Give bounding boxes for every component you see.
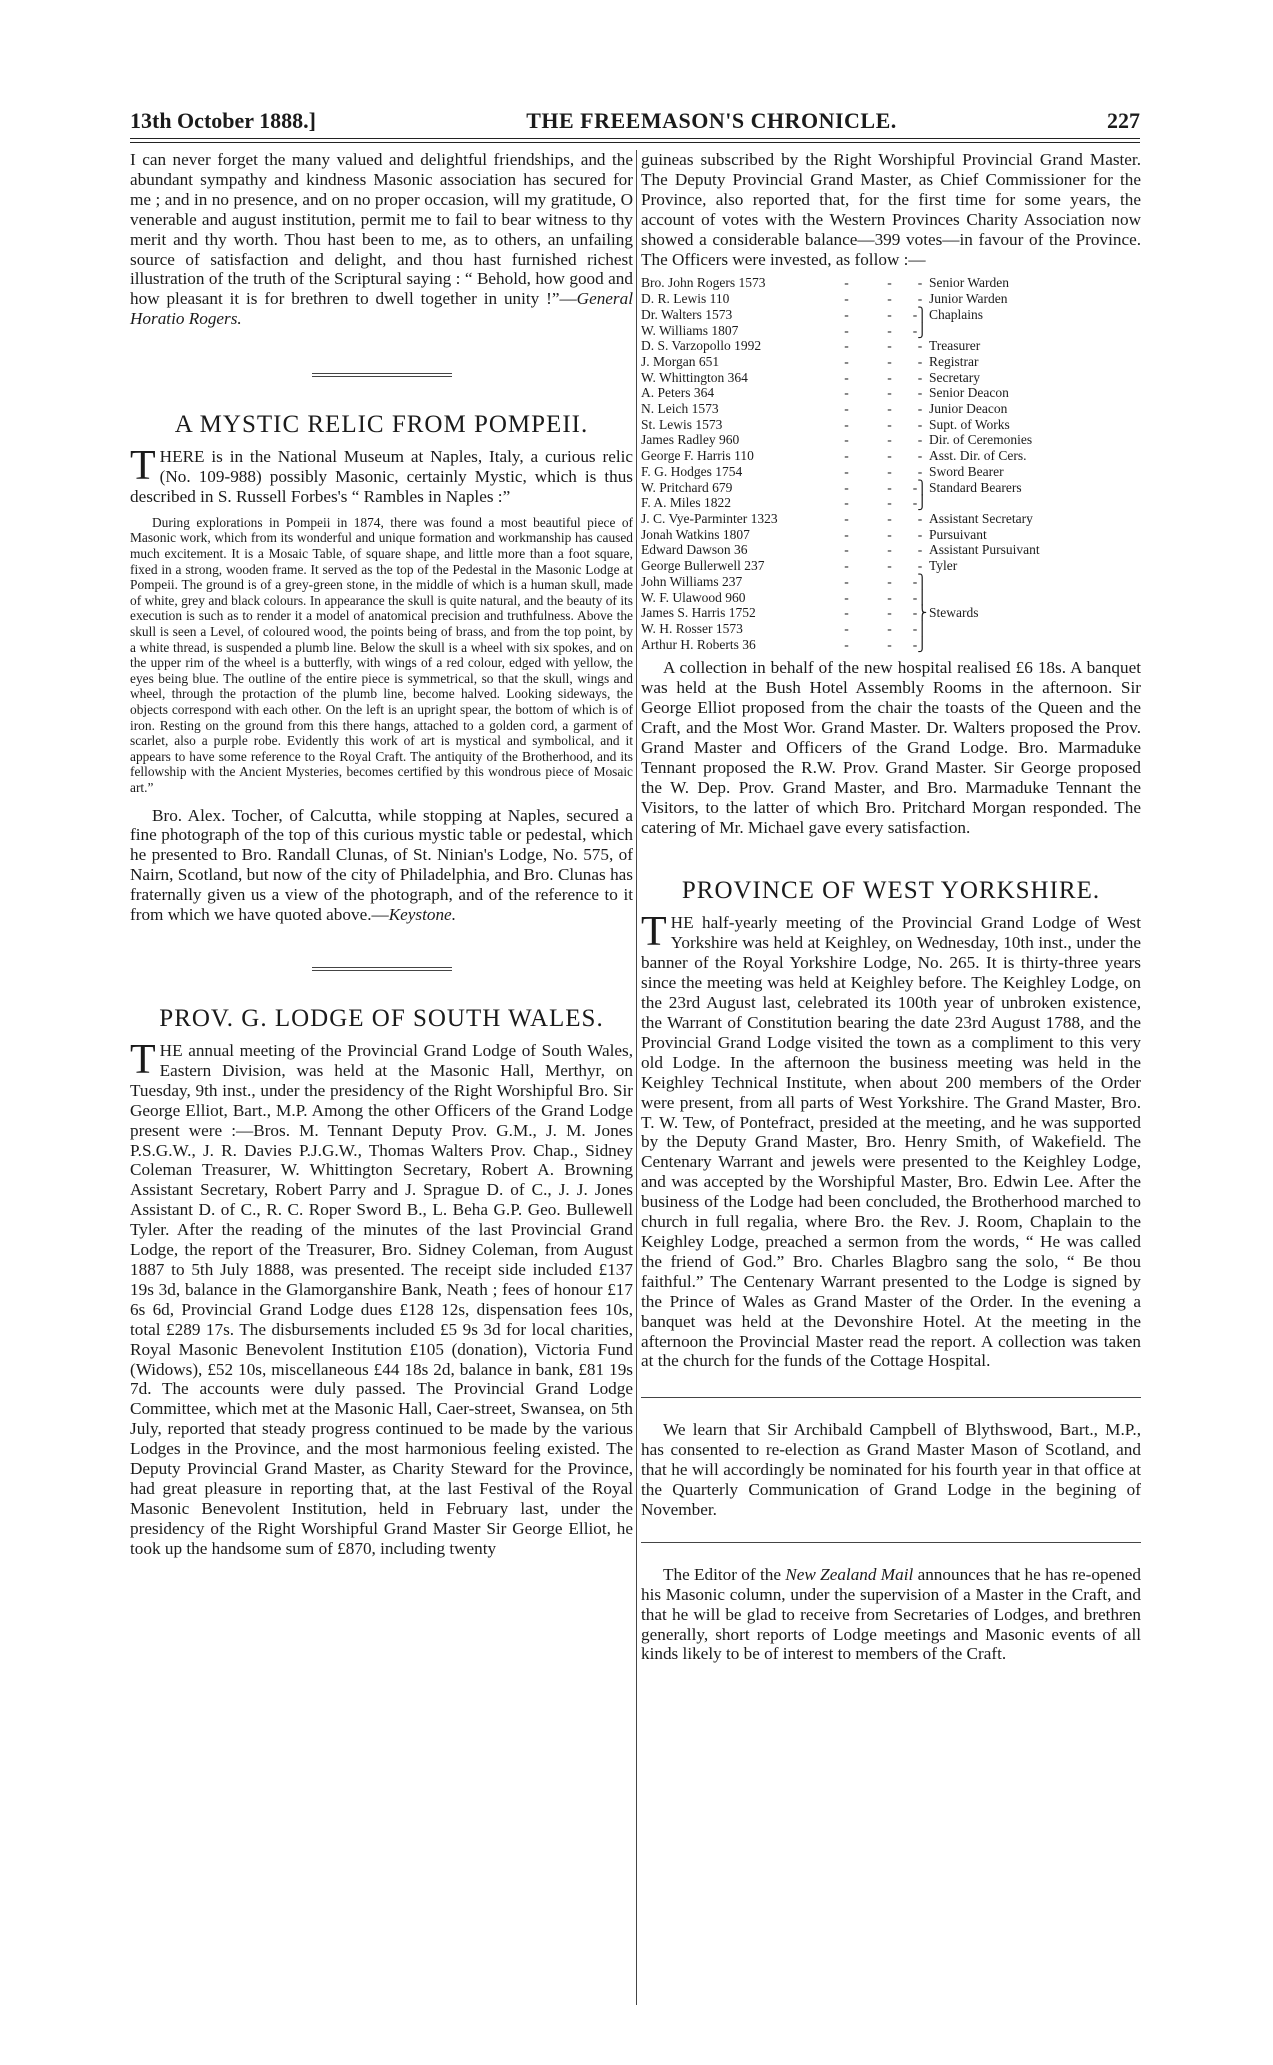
officer-row [641, 574, 1141, 590]
officer-bracket: - [917, 291, 923, 307]
officer-row [641, 448, 1141, 464]
officer-dash: - [887, 605, 892, 621]
officer-bracket: -⎫ [912, 306, 928, 322]
officer-role: Senior Deacon [929, 385, 1009, 401]
officer-bracket: - [917, 510, 923, 526]
officer-dash: - [887, 573, 892, 589]
officer-role: Junior Warden [929, 291, 1008, 307]
officer-name: Dr. Walters 1573 [641, 306, 733, 322]
relic-quote: During explorations in Pompeii in 1874, there was found a most beautiful piece of Masonic work, which from its wonderful and unique formation and workmanship has caused much excitement. It is a Mosaic Table, of square shape, and little more than a foot square, fixed in a strong, wooden frame. It served as the top of the Pedestal in the Masonic Lodge at Pompeii. The ground is of a grey-green stone, in the middle of which is a human skull, made of white, grey and black colours. In appearance the skull is quite natural, and the beauty of its execution is such as to render it a model of anatomical precision and truthfulness. Above the skull is seen a Level, of coloured wood, the points being of brass, and from the top point, by a white thread, is suspended a plumb line. Below the skull is a wheel with six spokes, and on the upper rim of the wheel is a butterfly, with wings of a red colour, edged with yellow, the eyes being blue. The outline of the entire piece is symmetrical, so that the skull, wings and wheel, through the protaction of the plumb line, become halved. Looking sideways, the objects correspond with each other. On the left is an upright spear, the bottom of which is of iron. Resting on the ground from this there hangs, attached to a golden cord, a garment of scarlet, also a purple robe. Evidently this work of art is mystical and symbolical, and it appears to have some reference to the Royal Craft. The antiquity of the Brotherhood, and its fellowship with the Ancient Mysteries, becomes certified by this wondrous piece of Mosaic art.” [130, 514, 633, 795]
officer-dash: - [844, 401, 849, 417]
officer-name: Bro. John Rogers 1573 [641, 275, 766, 291]
officer-dash: - [887, 526, 892, 542]
officer-dash: - [887, 291, 892, 307]
officer-dash: - [887, 510, 892, 526]
officer-dash: - [887, 620, 892, 636]
officer-name: George Bullerwell 237 [641, 558, 765, 574]
yorkshire-report: THE half-yearly meeting of the Provincial Grand Lodge of West Yorkshire was held at Keighley, on Wednesday, 10th inst., under the banner of the Royal Yorkshire Lodge, No. 265. It is thirty-three years since the meeting was held at Keighley before. The Keighley Lodge, on the 23rd August last, celebrated its 100th year of unbroken existence, the Warrant of Constitution bearing the date 23rd August 1788, and the Provincial Grand Lodge visited the town as a compliment to this very old Lodge. In the afternoon the business meeting was held in the Keighley Technical Institute, when about 200 members of the Order were present, from all parts of West Yorkshire. The Grand Master, Bro. T. W. Tew, of Pontefract, presided at the meeting, and he was supported by the Deputy Grand Master, Bro. Henry Smith, of Wakefield. The Centenary Warrant and jewels were presented to the Keighley Lodge, and was accepted by the Worshipful Master, Bro. Edwin Lee. After the business of the Lodge had been concluded, the Brotherhood marched to church in full regalia, where Bro. the Rev. J. Room, Chaplain to the Keighley Lodge, preached a sermon from the words, “ He was called the friend of God.” Bro. Charles Blagbro sang the solo, “ Be thou faithful.” The Centenary Warrant presented to the Lodge is signed by the Prince of Wales as Grand Master of the Order. In the evening a banquet was held at the Devonshire Hotel. At the meeting in the afternoon the Provincial Master read the report. A collection was taken at the church for the funds of the Cottage Hospital. [641, 909, 1141, 1371]
officer-dash: - [887, 636, 892, 652]
intro-signature: General Horatio Rogers. [130, 289, 633, 329]
column-divider [636, 150, 637, 2005]
newspaper-name: New Zealand Mail [785, 1564, 914, 1584]
officer-bracket: -⎫ [912, 573, 928, 589]
officer-name: A. Peters 364 [641, 385, 715, 401]
officer-dash: - [844, 605, 849, 621]
yorkshire-heading: PROVINCE OF WEST YORKSHIRE. [681, 877, 1101, 905]
officer-row [641, 480, 1141, 496]
officer-bracket: - [917, 338, 923, 354]
wales-heading: PROV. G. LODGE OF SOUTH WALES. [159, 1005, 604, 1032]
officer-bracket: - [917, 558, 923, 574]
officer-dash: - [887, 385, 892, 401]
officer-row [641, 621, 1141, 637]
campbell-notice: We learn that Sir Archibald Campbell of Blythswood, Bart., M.P., has consented to re-election as Grand Master Mason of Scotland, and that he will accordingly be nominated for his fourth year in that office at the Quarterly Communication of Grand Lodge in the begining of November. [641, 1420, 1141, 1519]
header-rule-thin [130, 142, 1140, 143]
officer-dash: - [887, 463, 892, 479]
officer-bracket: - [917, 369, 923, 385]
officer-dash: - [844, 369, 849, 385]
officer-role [929, 323, 1141, 339]
officer-dash: - [844, 275, 849, 291]
officer-bracket: - [917, 353, 923, 369]
officer-dash: - [844, 322, 849, 338]
officer-bracket: - [917, 463, 923, 479]
officer-name: George F. Harris 110 [641, 448, 754, 464]
officer-dash: - [887, 338, 892, 354]
officer-row [641, 401, 1141, 417]
officer-bracket: - [917, 448, 923, 464]
relic-heading: A MYSTIC RELIC FROM POMPEII. [174, 411, 589, 439]
officer-bracket: -⎪ [912, 589, 928, 605]
officer-role: Dir. of Ceremonies [929, 432, 1033, 448]
officer-name: W. Pritchard 679 [641, 479, 733, 495]
officer-bracket: - [917, 542, 923, 558]
officer-name: J. Morgan 651 [641, 353, 720, 369]
officer-row [641, 275, 1141, 291]
officer-row [641, 323, 1141, 339]
officer-role: Asst. Dir. of Cers. [929, 448, 1027, 464]
officer-role: Stewards [929, 605, 979, 621]
newspaper-title: THE FREEMASON'S CHRONICLE. [526, 108, 897, 133]
officer-name: N. Leich 1573 [641, 401, 719, 417]
officer-name: W. H. Rosser 1573 [641, 620, 743, 636]
left-column [130, 150, 633, 1559]
officer-row [641, 307, 1141, 323]
editor-notice: The Editor of the New Zealand Mail announces that he has re-opened his Masonic column, under the supervision of a Master in the Craft, and that he will be glad to receive from Secretaries of Lodges, and brethren generally, short reports of Lodge meetings and Masonic events of all kinds likely to be of interest to members of the Craft. [641, 1564, 1142, 1664]
officer-role: Junior Deacon [929, 401, 1008, 417]
officer-bracket: -⎫ [912, 479, 928, 495]
officer-name: St. Lewis 1573 [641, 416, 723, 432]
officer-bracket: - [917, 275, 923, 291]
officer-dash: - [844, 306, 849, 322]
officer-role [929, 495, 1141, 511]
officer-dash: - [844, 620, 849, 636]
officer-dash: - [887, 353, 892, 369]
officer-dash: - [887, 479, 892, 495]
intro-paragraph: I can never forget the many valued and delightful friendships, and the abundant sympathy and kindness Masonic association has secured for me ; and in no presence, and on no proper occasion, will my gratitude, O venerable and august institution, permit me to fail to bear witness to thy merit and thy worth. Thou hast been to me, as to others, an unfailing source of satisfaction and delight, and thou hast furnished richest illustration of the truth of the Scriptural saying : “ Behold, how good and how pleasant it is for brethren to dwell together in unity !”—General Horatio Rogers. [130, 150, 633, 329]
officer-bracket: -⎪ [912, 620, 928, 636]
wales-report: THE annual meeting of the Provincial Grand Lodge of South Wales, Eastern Division, was held at the Masonic Hall, Merthyr, on Tuesday, 9th inst., under the presidency of the Right Worshipful Bro. Sir George Elliot, Bart., M.P. Among the other Officers of the Grand Lodge present were :—Bros. M. Tennant Deputy Prov. G.M., J. M. Jones P.S.G.W., J. R. Davies P.J.G.W., Thomas Walters Prov. Chap., Sidney Coleman Treasurer, W. Whittington Secretary, Robert A. Browning Assistant Secretary, Robert Parry and J. Sprague D. of C., J. J. Jones Assistant D. of C., R. C. Roper Sword B., L. Beha G.P. Geo. Bullewell Tyler. After the reading of the minutes of the last Provincial Grand Lodge, the report of the Treasurer, Bro. Sidney Coleman, from August 1887 to 5th July 1888, was presented. The receipt side included £137 19s 3d, balance in the Glamorganshire Bank, Neath ; fees of honour £17 6s 6d, Provincial Grand Lodge dues £128 12s, dispensation fees 10s, total £289 17s. The disbursements included £5 9s 3d for local charities, Royal Masonic Benevolent Institution £105 (donation), Victoria Fund (Widows), £52 10s, miscellaneous £44 18s 2d, balance in bank, £81 19s 7d. The accounts were duly passed. The Provincial Grand Lodge Committee, which met at the Masonic Hall, Caer-street, Swansea, on 5th July, reported that steady progress continued to be made by the various Lodges in the Province, and the most harmonious feeling existed. The Deputy Provincial Grand Master, as Charity Steward for the Province, had great pleasure in reporting that, at the last Festival of the Royal Masonic Benevolent Institution, held in February last, under the presidency of the Right Worshipful Grand Master Sir George Elliot, he took up the handsome sum of £870, including twenty [130, 1037, 633, 1558]
officer-row [641, 558, 1141, 574]
officer-dash: - [887, 432, 892, 448]
officer-dash: - [844, 432, 849, 448]
officer-row [641, 417, 1141, 433]
officer-dash: - [844, 542, 849, 558]
officer-dash: - [887, 495, 892, 511]
page-header [130, 100, 1140, 134]
officer-dash: - [844, 573, 849, 589]
officer-row [641, 605, 1141, 621]
officer-bracket: -⎬ [912, 605, 928, 621]
wales-closing: A collection in behalf of the new hospital realised £6 18s. A banquet was held at the Bush Hotel Assembly Rooms in the afternoon. Sir George Elliot proposed from the chair the toasts of the Queen and the Craft, and the Most Wor. Grand Master. Dr. Walters proposed the Prov. Grand Master and Officers of the Grand Lodge. Bro. Marmaduke Tennant proposed the R.W. Prov. Grand Master. Sir George proposed the W. Dep. Prov. Grand Master, and Bro. Marmaduke Tennant the Visitors, to the latter of which Bro. Pritchard Morgan responded. The catering of Mr. Michael gave every satisfaction. [641, 658, 1141, 837]
page-number: 227 [1107, 108, 1140, 133]
officer-role: Senior Warden [929, 275, 1010, 291]
officer-role [929, 637, 1141, 653]
officer-bracket: -⎭ [912, 322, 928, 338]
officer-role: Assistant Pursuivant [929, 542, 1040, 558]
officer-name: J. C. Vye-Parminter 1323 [641, 510, 778, 526]
officer-role [929, 590, 1141, 606]
officer-dash: - [844, 448, 849, 464]
officer-row [641, 511, 1141, 527]
officer-dash: - [887, 542, 892, 558]
officer-row [641, 338, 1141, 354]
officer-role: Secretary [929, 369, 980, 385]
officer-role: Chaplains [929, 306, 983, 322]
header-rule [130, 138, 1140, 139]
officer-name: F. A. Miles 1822 [641, 495, 732, 511]
officer-dash: - [887, 448, 892, 464]
officer-dash: - [887, 275, 892, 291]
officer-bracket: - [917, 385, 923, 401]
officer-name: D. S. Varzopollo 1992 [641, 338, 762, 354]
officer-row [641, 542, 1141, 558]
officer-dash: - [844, 463, 849, 479]
relic-source: Keystone. [388, 905, 456, 925]
right-column [641, 150, 1141, 1664]
officer-row [641, 385, 1141, 401]
officer-row [641, 354, 1141, 370]
officer-name: James Radley 960 [641, 432, 740, 448]
officer-bracket: -⎭ [912, 495, 928, 511]
officer-name: D. R. Lewis 110 [641, 291, 730, 307]
officer-dash: - [844, 291, 849, 307]
officer-bracket: - [917, 432, 923, 448]
relic-closing: Bro. Alex. Tocher, of Calcutta, while stopping at Naples, secured a fine photograph of the top of this curious mystic table or pedestal, which he presented to Bro. Randall Clunas, of St. Ninian's Lodge, No. 575, of Nairn, Scotland, but now of the city of Philadelphia, and Bro. Clunas has fraternally given us a view of the photograph, and of the reference to it from which we have quoted above.—Keystone. [130, 805, 633, 925]
officer-bracket: - [917, 416, 923, 432]
officer-name: James S. Harris 1752 [641, 605, 756, 621]
officer-dash: - [887, 589, 892, 605]
officer-dash: - [844, 416, 849, 432]
officer-name: John Williams 237 [641, 573, 743, 589]
officer-name: Jonah Watkins 1807 [641, 526, 750, 542]
officer-row [641, 495, 1141, 511]
officer-bracket: - [917, 526, 923, 542]
officer-role: Assistant Secretary [929, 510, 1033, 526]
officer-role: Tyler [929, 558, 958, 574]
officer-name: W. Williams 1807 [641, 322, 739, 338]
officer-dash: - [887, 369, 892, 385]
officer-row [641, 370, 1141, 386]
officer-dash: - [887, 416, 892, 432]
officer-name: Edward Dawson 36 [641, 542, 748, 558]
officer-role: Pursuivant [929, 526, 987, 542]
officer-dash: - [844, 495, 849, 511]
officer-role [929, 621, 1141, 637]
officer-dash: - [887, 401, 892, 417]
officer-row [641, 291, 1141, 307]
officer-row [641, 432, 1141, 448]
officer-role: Registrar [929, 353, 979, 369]
wales-continued: guineas subscribed by the Right Worshipful Provincial Grand Master. The Deputy Provincial Grand Master, as Chief Commissioner for the Province, also reported that, for the first time for some years, the account of votes with the Western Provinces Charity Association now showed a considerable balance—399 votes—in favour of the Province. The Officers were invested, as follow :— [641, 150, 1141, 269]
officer-bracket: - [917, 401, 923, 417]
officer-name: W. Whittington 364 [641, 369, 748, 385]
officer-role: Standard Bearers [929, 479, 1022, 495]
officers-list [641, 275, 1141, 652]
officer-dash: - [887, 322, 892, 338]
officer-role [929, 574, 1141, 590]
officer-dash: - [844, 338, 849, 354]
officer-dash: - [844, 510, 849, 526]
officer-dash: - [844, 385, 849, 401]
officer-name: F. G. Hodges 1754 [641, 463, 743, 479]
officer-row [641, 527, 1141, 543]
officer-dash: - [844, 353, 849, 369]
officer-dash: - [844, 636, 849, 652]
officer-role: Sword Bearer [929, 463, 1004, 479]
officer-row [641, 590, 1141, 606]
officer-role: Treasurer [929, 338, 981, 354]
officer-role: Supt. of Works [929, 416, 1010, 432]
officer-row [641, 464, 1141, 480]
officer-bracket: -⎭ [912, 636, 928, 652]
officer-dash: - [844, 479, 849, 495]
issue-date: 13th October 1888.] [130, 108, 316, 133]
officer-dash: - [844, 558, 849, 574]
officer-dash: - [844, 526, 849, 542]
officer-name: W. F. Ulawood 960 [641, 589, 746, 605]
relic-intro: THERE is in the National Museum at Naples, Italy, a curious relic (No. 109-988) possibly Masonic, certainly Mystic, which is thus described in S. Russell Forbes's “ Rambles in Naples :” [130, 443, 633, 506]
officer-dash: - [887, 306, 892, 322]
officer-row [641, 637, 1141, 653]
officer-name: Arthur H. Roberts 36 [641, 636, 756, 652]
officer-dash: - [844, 589, 849, 605]
officer-dash: - [887, 558, 892, 574]
